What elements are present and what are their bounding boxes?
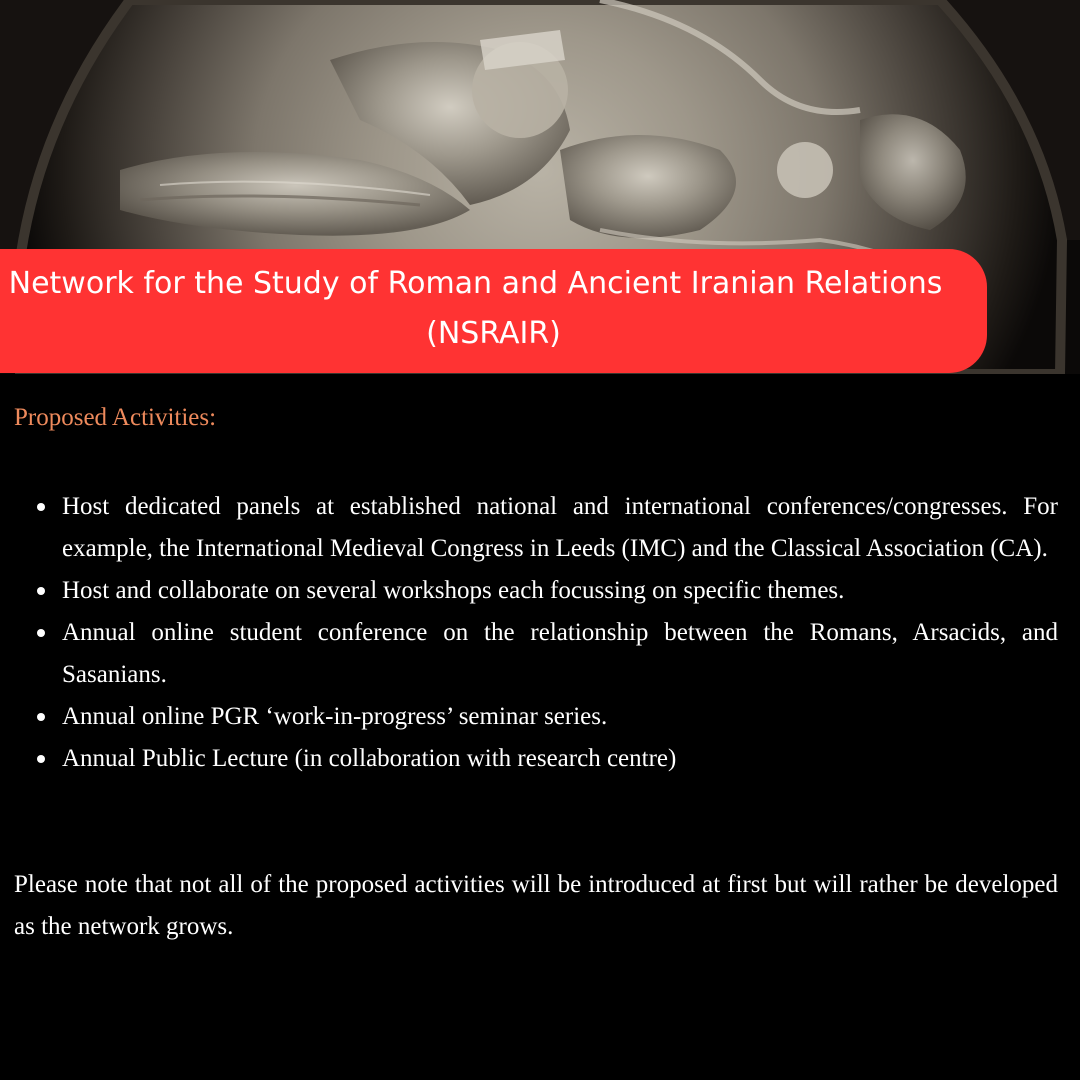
list-item xyxy=(0,612,1058,696)
list-item-text: Host and collaborate on several workshops each focussing on specific themes. xyxy=(62,577,845,604)
list-item-text: Annual online student conference on the relationship between the Romans, Arsacids, and Sasanians. xyxy=(62,619,1058,688)
list-item-text: Host dedicated panels at established national and international conferences/congresses. For example, the International Medieval Congress in Leeds (IMC) and the Classical Association (CA). xyxy=(62,493,1058,562)
closing-note: Please note that not all of the proposed activities will be introduced at first but will rather be developed as the network grows. xyxy=(14,871,1058,940)
page-title: Network for the Study of Roman and Ancient Iranian Relations xyxy=(8,266,943,301)
bullet-icon xyxy=(37,629,45,637)
bullet-icon xyxy=(37,587,45,595)
list-item xyxy=(0,696,1058,738)
bullet-icon xyxy=(37,755,45,763)
list-item-text: Annual online PGR ‘work-in-progress’ seminar series. xyxy=(62,703,608,730)
content-area xyxy=(0,374,1080,1080)
page-title-acronym: (NSRAIR) xyxy=(426,316,561,351)
list-item xyxy=(0,570,1058,612)
section-heading: Proposed Activities: xyxy=(14,404,217,431)
list-item xyxy=(0,486,1058,570)
list-item xyxy=(0,738,1058,780)
bullet-icon xyxy=(37,503,45,511)
title-banner xyxy=(0,249,987,373)
bullet-icon xyxy=(37,713,45,721)
activity-list xyxy=(0,486,1058,780)
list-item-text: Annual Public Lecture (in collaboration with research centre) xyxy=(62,745,677,772)
